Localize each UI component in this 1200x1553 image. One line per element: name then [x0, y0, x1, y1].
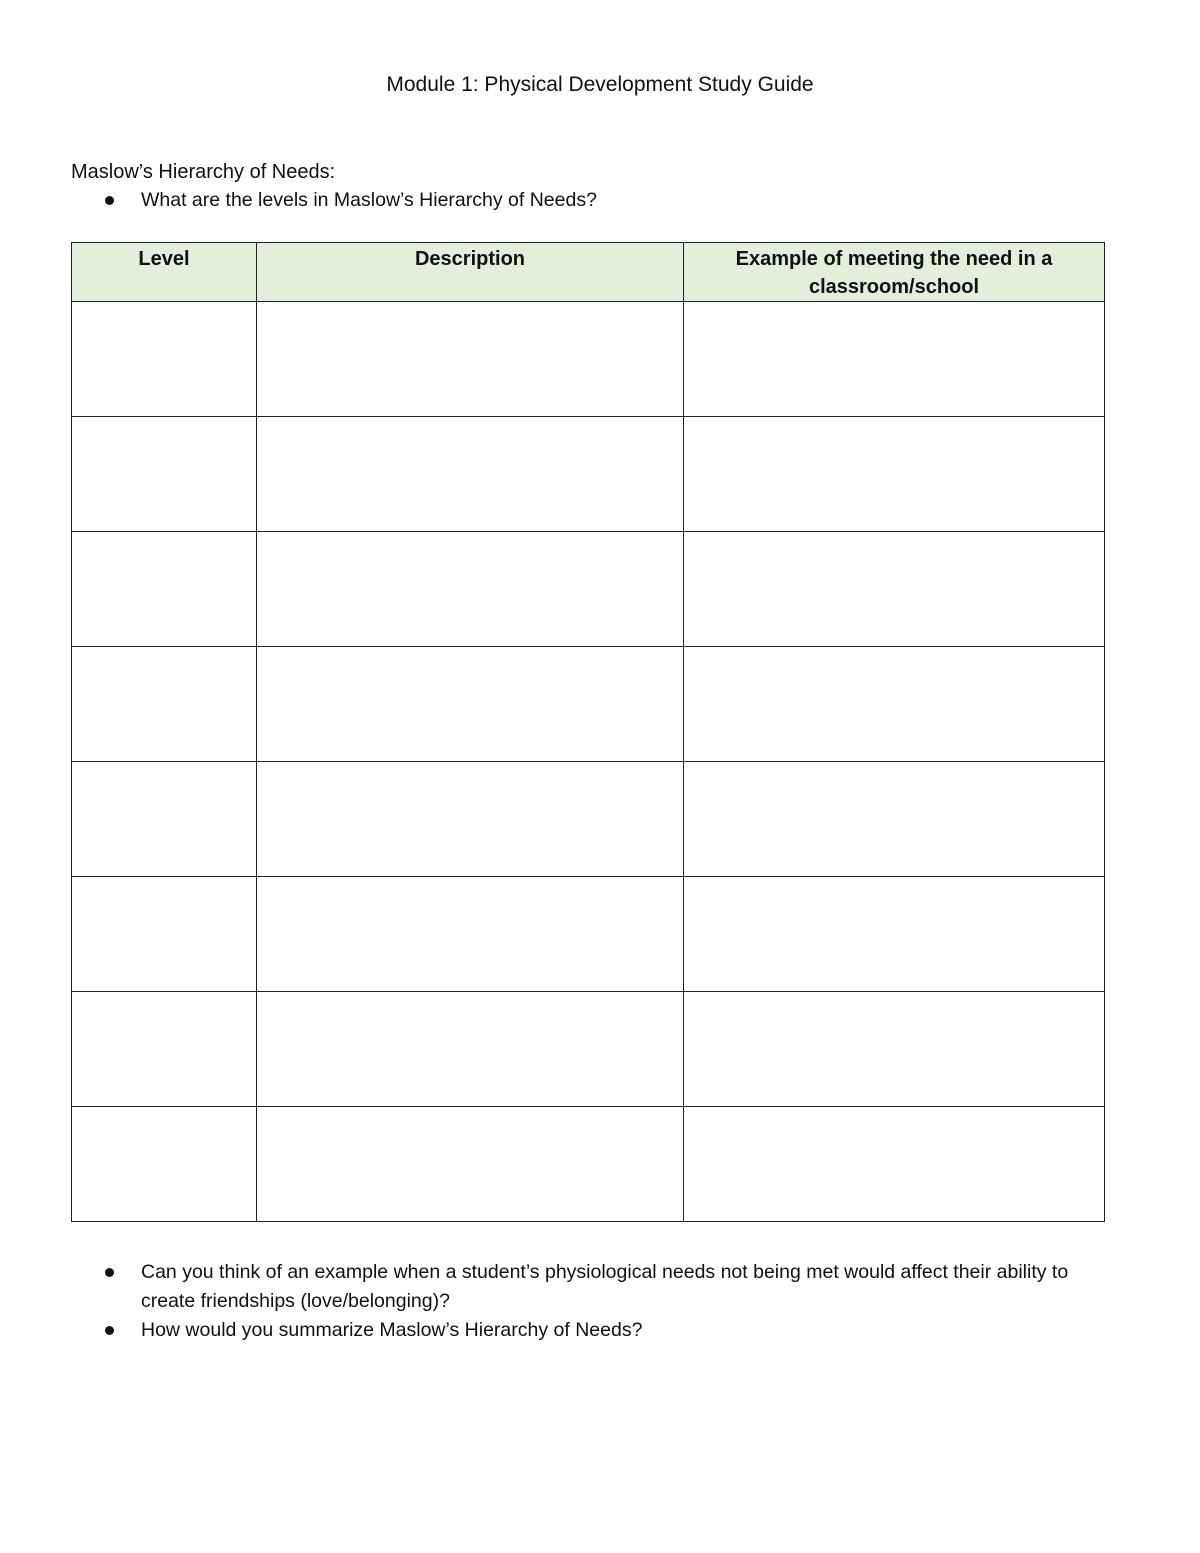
bullet-text: How would you summarize Maslow’s Hierarchy of Needs? [141, 1319, 643, 1341]
description-cell[interactable] [257, 532, 684, 647]
bullet-icon [105, 1268, 114, 1277]
example-cell[interactable] [684, 1107, 1105, 1222]
page-title: Module 1: Physical Development Study Guide [386, 73, 814, 96]
level-cell[interactable] [72, 762, 257, 877]
hierarchy-table [71, 242, 1105, 1222]
intro-bullet-list [71, 186, 1111, 215]
level-cell[interactable] [72, 1107, 257, 1222]
table-row [72, 417, 1105, 532]
table-row [72, 647, 1105, 762]
level-cell[interactable] [72, 532, 257, 647]
level-cell[interactable] [72, 302, 257, 417]
description-cell[interactable] [257, 877, 684, 992]
closing-bullet-list [71, 1258, 1111, 1345]
list-item [71, 1316, 1111, 1345]
description-cell[interactable] [257, 992, 684, 1107]
column-header-description: Description [257, 243, 684, 302]
level-cell[interactable] [72, 647, 257, 762]
list-item [71, 1258, 1111, 1316]
example-cell[interactable] [684, 762, 1105, 877]
table-row [72, 302, 1105, 417]
bullet-icon [105, 1326, 114, 1335]
level-cell[interactable] [72, 992, 257, 1107]
list-item [71, 186, 1111, 215]
table-row [72, 877, 1105, 992]
table-row [72, 762, 1105, 877]
description-cell[interactable] [257, 762, 684, 877]
example-cell[interactable] [684, 647, 1105, 762]
column-header-level: Level [72, 243, 257, 302]
description-cell[interactable] [257, 417, 684, 532]
example-cell[interactable] [684, 992, 1105, 1107]
example-cell[interactable] [684, 302, 1105, 417]
example-cell[interactable] [684, 532, 1105, 647]
description-cell[interactable] [257, 647, 684, 762]
bullet-icon [105, 196, 114, 205]
table-header-row [72, 243, 1105, 302]
section-heading: Maslow’s Hierarchy of Needs: [71, 161, 336, 183]
table-row [72, 532, 1105, 647]
level-cell[interactable] [72, 417, 257, 532]
column-header-example: Example of meeting the need in a classroom/school [684, 243, 1105, 302]
table-row [72, 992, 1105, 1107]
level-cell[interactable] [72, 877, 257, 992]
example-cell[interactable] [684, 877, 1105, 992]
example-cell[interactable] [684, 417, 1105, 532]
bullet-text: What are the levels in Maslow’s Hierarchy of Needs? [141, 189, 597, 211]
description-cell[interactable] [257, 1107, 684, 1222]
description-cell[interactable] [257, 302, 684, 417]
table-row [72, 1107, 1105, 1222]
bullet-text: Can you think of an example when a student’s physiological needs not being met would affect their ability to create friendships (love/belonging)? [141, 1261, 1069, 1312]
